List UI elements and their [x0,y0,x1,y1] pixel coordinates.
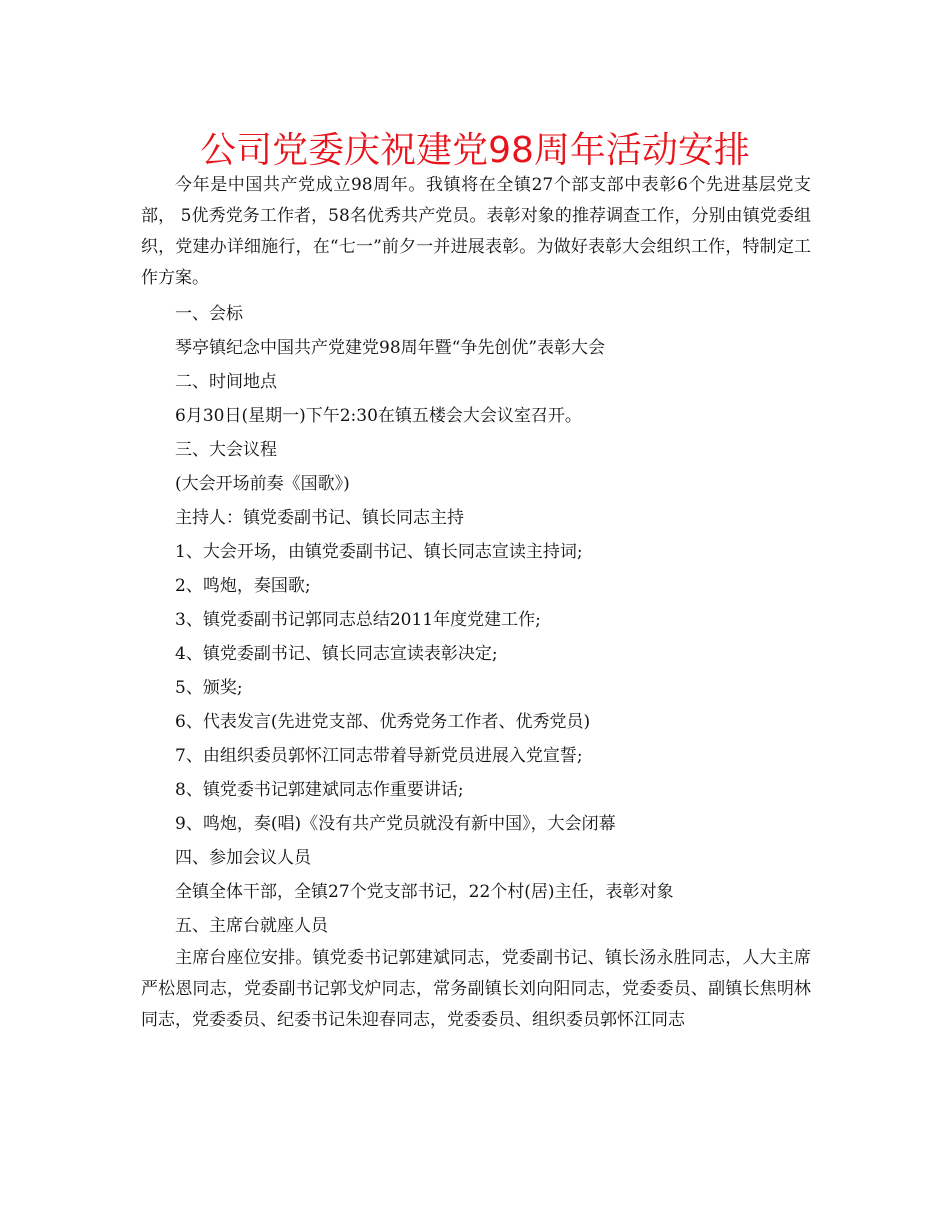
intro-paragraph: 今年是中国共产党成立98周年。我镇将在全镇27个部支部中表彰6个先进基层党支部， 5优秀党务工作者，58名优秀共产党员。表彰对象的推荐调查工作，分别由镇党委组织，党建办详细施行，在“七一”前夕一并进展表彰。为做好表彰大会组织工作，特制定工作方案。 [141,175,811,288]
agenda-item: 3、镇党委副书记郭同志总结2011年度党建工作; [175,610,541,630]
agenda-item: 1、大会开场，由镇党委副书记、镇长同志宣读主持词; [175,542,583,562]
body-line: 琴亭镇纪念中国共产党建党98周年暨“争先创优”表彰大会 [175,338,606,358]
agenda-item: 6、代表发言(先进党支部、优秀党务工作者、优秀党员) [175,712,591,732]
body-line: 全镇全体干部，全镇27个党支部书记，22个村(居)主任，表彰对象 [175,882,674,902]
section-heading-podium: 五、主席台就座人员 [175,916,328,936]
body-line: 6月30日(星期一)下午2:30在镇五楼会大会议室召开。 [175,406,582,426]
closing-paragraph: 主席台座位安排。镇党委书记郭建斌同志，党委副书记、镇长汤永胜同志，人大主席严松恩同志，党委副书记郭戈炉同志，常务副镇长刘向阳同志，党委委员、副镇长焦明林同志，党委委员、纪委书记朱迎春同志，党委委员、组织委员郭怀江同志 [141,948,811,1030]
document-title: 公司党委庆祝建党98周年活动安排 [200,130,750,171]
section-heading-attendees: 四、参加会议人员 [175,848,311,868]
agenda-item: 8、镇党委书记郭建斌同志作重要讲话; [175,780,464,800]
document-body [141,170,811,1036]
section-heading-logo: 一、会标 [175,304,243,324]
agenda-item: 9、鸣炮，奏(唱)《没有共产党员就没有新中国》，大会闭幕 [175,814,616,834]
body-line: (大会开场前奏《国歌》) [175,474,350,494]
agenda-item: 2、鸣炮，奏国歌; [175,576,311,596]
agenda-item: 7、由组织委员郭怀江同志带着导新党员进展入党宣誓; [175,746,583,766]
section-heading-agenda: 三、大会议程 [175,440,277,460]
section-heading-time-place: 二、时间地点 [175,372,277,392]
agenda-item: 4、镇党委副书记、镇长同志宣读表彰决定; [175,644,498,664]
agenda-item: 5、颁奖; [175,678,243,698]
body-line: 主持人：镇党委副书记、镇长同志主持 [175,508,464,528]
